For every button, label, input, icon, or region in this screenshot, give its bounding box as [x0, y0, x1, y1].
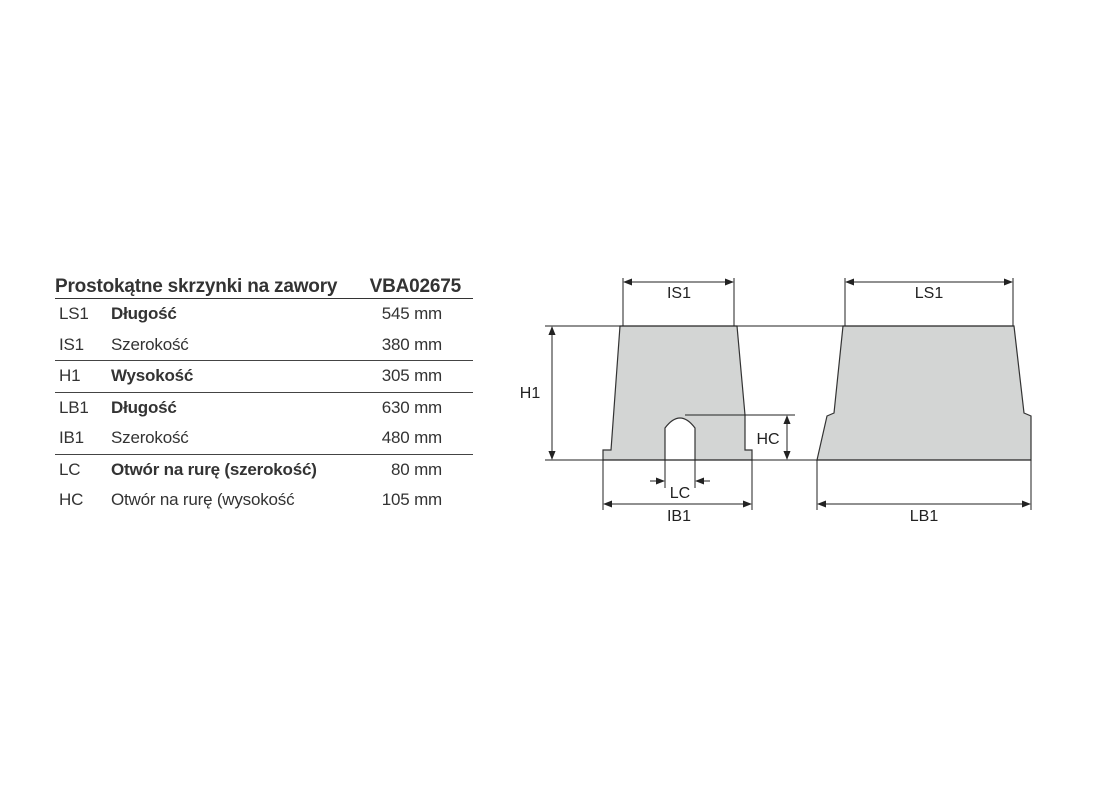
- spec-code: LS1: [59, 304, 89, 324]
- spec-label: Otwór na rurę (szerokość): [111, 459, 317, 479]
- spec-value: 480 mm: [381, 428, 442, 448]
- spec-code: HC: [59, 490, 84, 510]
- spec-value: 305 mm: [381, 366, 442, 386]
- spec-value: 545 mm: [381, 304, 442, 324]
- spec-label: Otwór na rurę (wysokość: [111, 490, 295, 510]
- spec-label: Długość: [111, 397, 177, 417]
- is1-label: IS1: [666, 285, 692, 302]
- lc-label: LC: [669, 485, 691, 502]
- ib1-label: IB1: [666, 508, 692, 525]
- spec-code: LB1: [59, 397, 89, 417]
- spec-label: Szerokość: [111, 428, 189, 448]
- spec-code: IB1: [59, 428, 84, 448]
- spec-code: H1: [59, 366, 81, 386]
- ls1-label: LS1: [914, 285, 944, 302]
- spec-code: IS1: [59, 334, 84, 354]
- lb1-label: LB1: [909, 508, 939, 525]
- spec-value: 630 mm: [381, 397, 442, 417]
- hc-label: HC: [756, 431, 780, 448]
- spec-value: 380 mm: [381, 334, 442, 354]
- spec-model: VBA02675: [369, 276, 461, 297]
- spec-label: Szerokość: [111, 334, 189, 354]
- spec-code: LC: [59, 459, 81, 479]
- spec-label: Wysokość: [111, 366, 194, 386]
- h1-label: H1: [519, 385, 541, 402]
- spec-value: 80 mm: [391, 459, 442, 479]
- box-front-view: [603, 326, 752, 460]
- spec-label: Długość: [111, 304, 177, 324]
- box-side-view: [817, 326, 1031, 460]
- spec-title: Prostokątne skrzynki na zawory: [55, 276, 338, 297]
- spec-value: 105 mm: [381, 490, 442, 510]
